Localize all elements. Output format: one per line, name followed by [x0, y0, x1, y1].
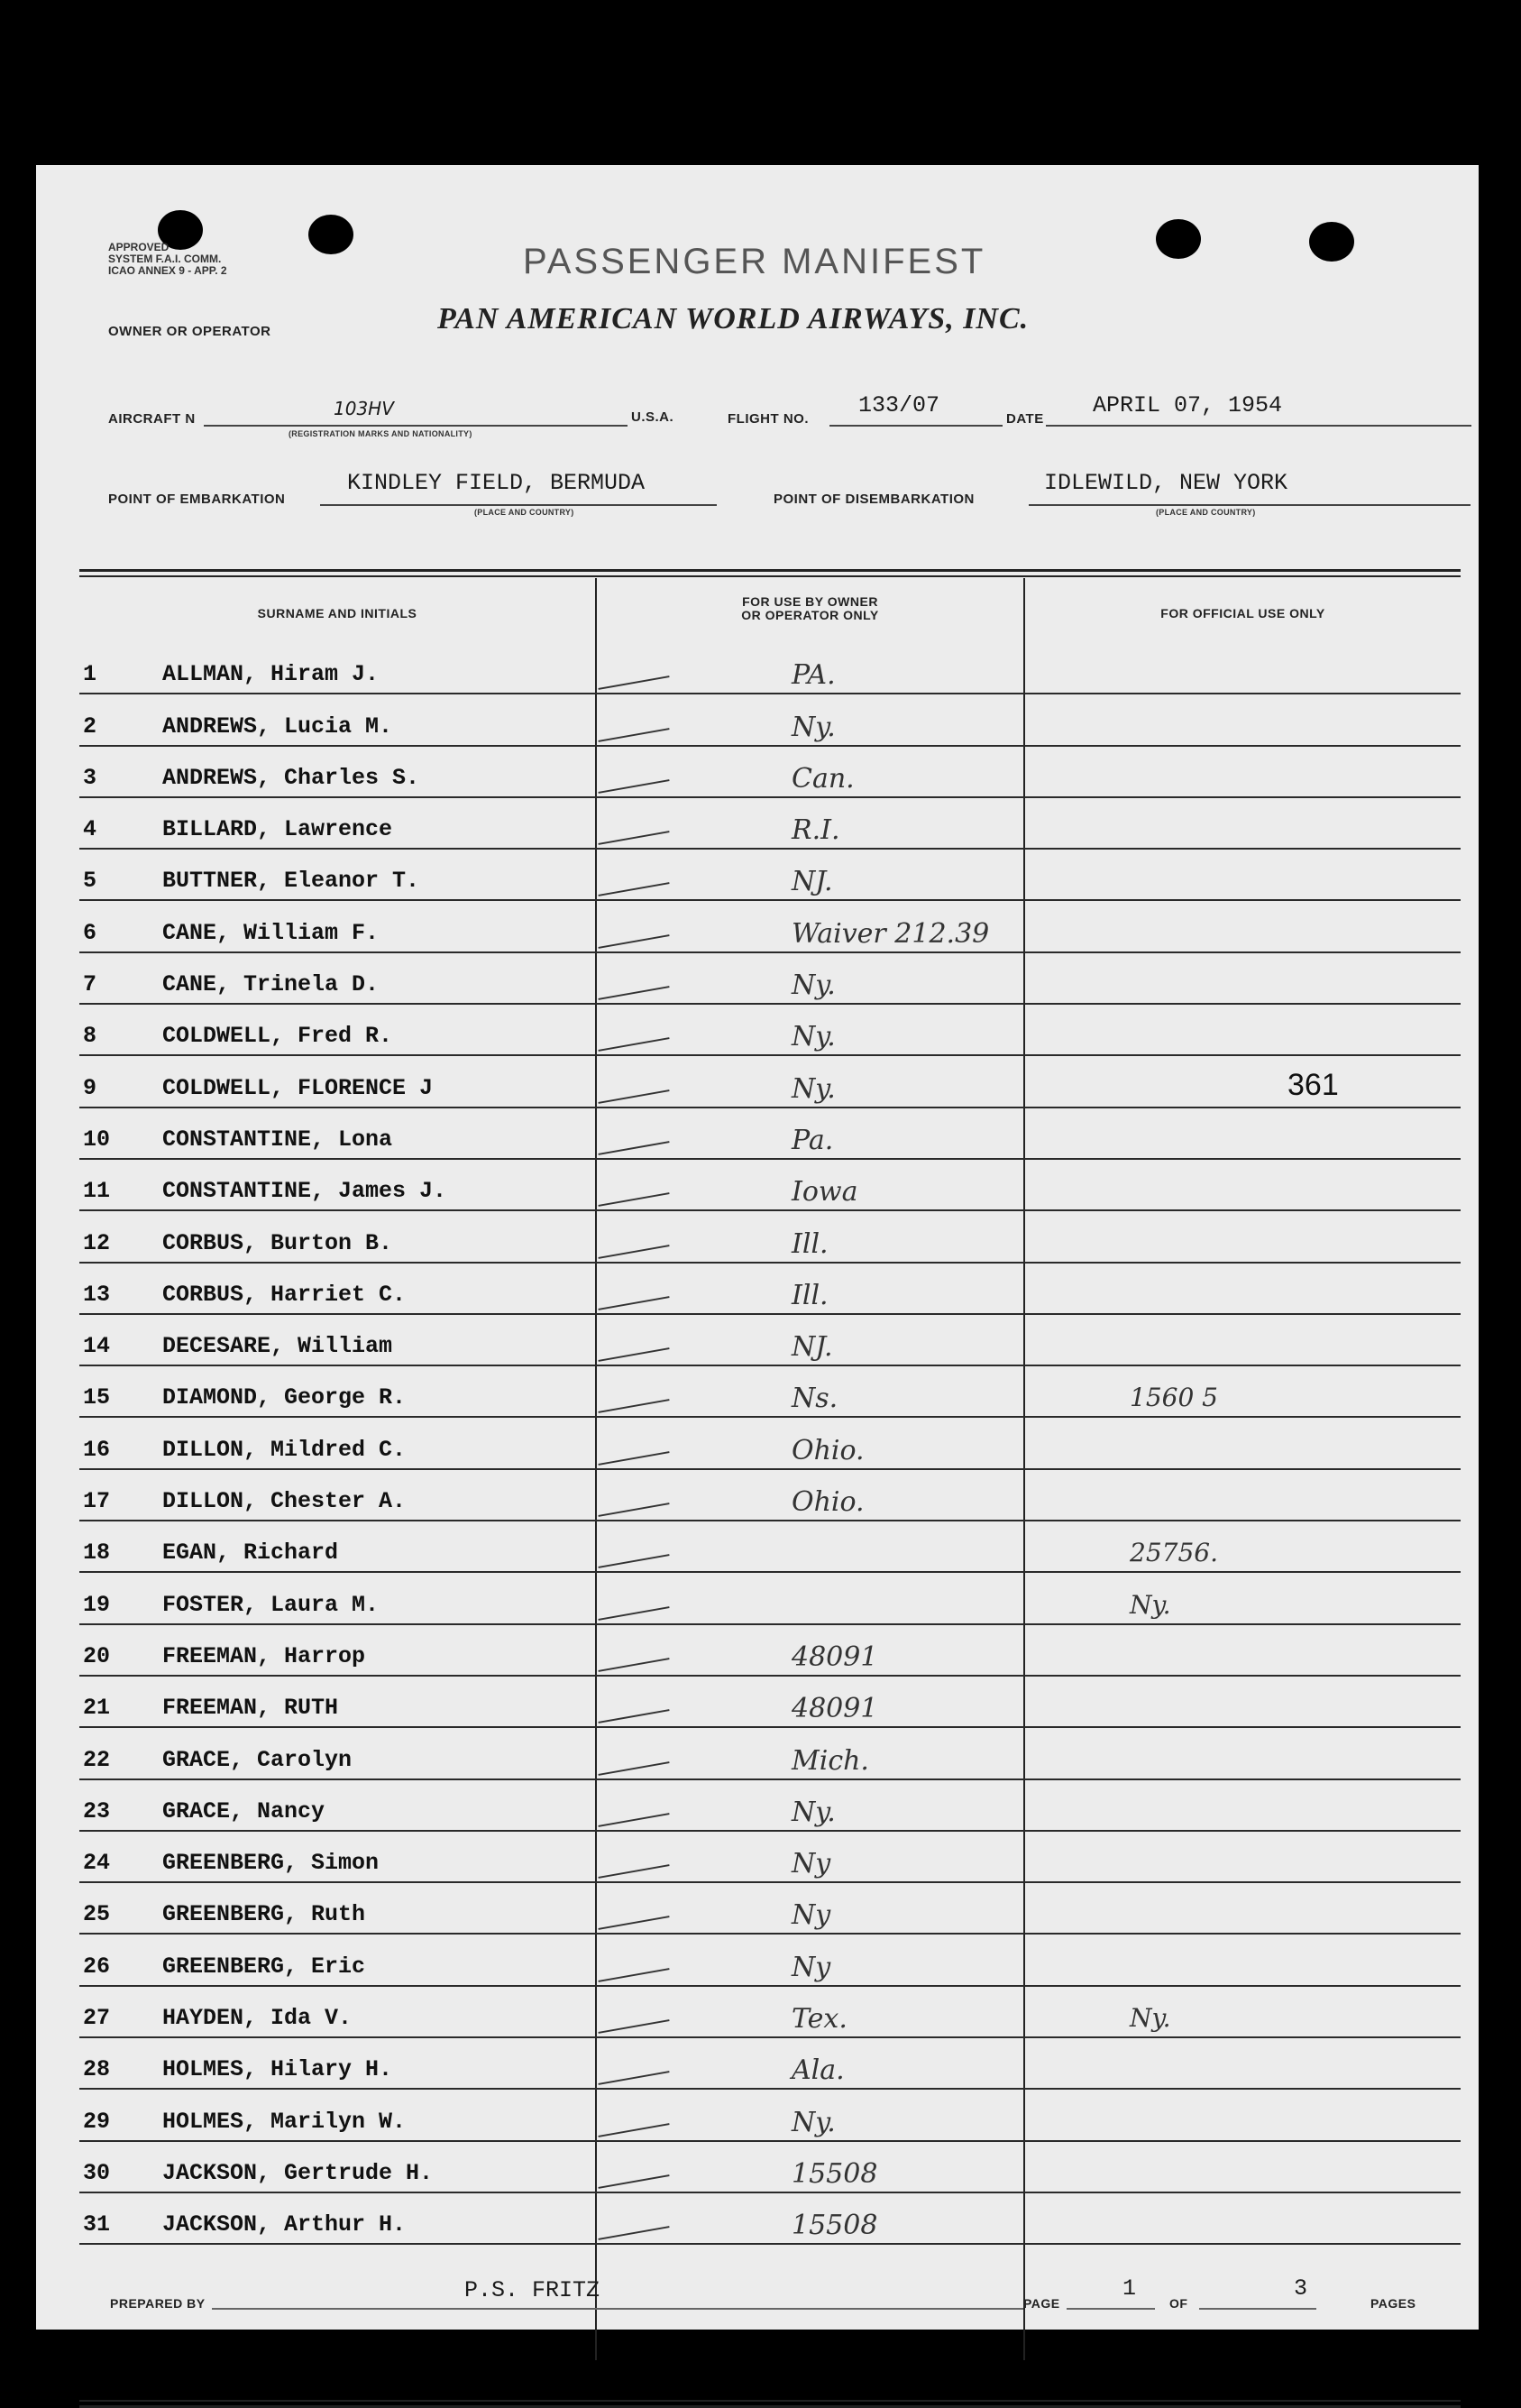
row-number: 4: [83, 816, 97, 843]
check-mark: [598, 1192, 669, 1207]
owner-notation: Ohio.: [792, 1434, 865, 1466]
passenger-name: FREEMAN, Harrop: [162, 1642, 366, 1669]
row-number: 9: [83, 1074, 97, 1101]
country-label: U.S.A.: [631, 409, 674, 425]
row-number: 6: [83, 919, 97, 946]
check-mark: [598, 2226, 669, 2240]
page-label: PAGE: [1023, 2296, 1060, 2311]
table-row: [79, 2038, 1461, 2090]
passenger-name: DECESARE, William: [162, 1333, 393, 1360]
aircraft-sublabel: (REGISTRATION MARKS AND NATIONALITY): [289, 429, 472, 438]
row-number: 23: [83, 1797, 111, 1824]
owner-notation: Ny.: [792, 1072, 836, 1105]
owner-notation: Tex.: [792, 2003, 848, 2036]
table-row: [79, 1521, 1461, 1573]
check-mark: [598, 1761, 669, 1776]
passenger-name: FOSTER, Laura M.: [162, 1591, 380, 1618]
table-row: [79, 1056, 1461, 1107]
passenger-name: ANDREWS, Charles S.: [162, 764, 420, 791]
passenger-name: FREEMAN, RUTH: [162, 1695, 339, 1722]
date-value: APRIL 07, 1954: [1093, 392, 1283, 418]
column-header-owner: FOR USE BY OWNER OR OPERATOR ONLY: [741, 594, 879, 622]
row-number: 30: [83, 2159, 111, 2186]
table-row: [79, 1677, 1461, 1728]
owner-notation: Ny.: [792, 970, 836, 1002]
check-mark: [598, 2174, 669, 2189]
table-row: [79, 2193, 1461, 2245]
passenger-name: HAYDEN, Ida V.: [162, 2005, 353, 2032]
disembark-value: IDLEWILD, NEW YORK: [1044, 470, 1288, 496]
check-mark: [598, 2019, 669, 2034]
owner-notation: Iowa: [792, 1176, 858, 1209]
owner-notation: Ns.: [792, 1383, 838, 1415]
passenger-name: HOLMES, Marilyn W.: [162, 2108, 407, 2135]
column-header-surname: SURNAME AND INITIALS: [257, 606, 417, 620]
table-row: [79, 1005, 1461, 1056]
owner-notation: Can.: [792, 762, 855, 795]
row-number: 27: [83, 2005, 111, 2032]
passenger-name: DIAMOND, George R.: [162, 1384, 407, 1411]
passenger-name: DILLON, Chester A.: [162, 1488, 407, 1515]
check-mark: [598, 1554, 669, 1568]
table-row: [79, 1419, 1461, 1470]
check-mark: [598, 779, 669, 794]
check-mark: [598, 2071, 669, 2085]
check-mark: [598, 676, 669, 690]
owner-notation: Ny.: [792, 711, 836, 743]
owner-notation: 15508: [792, 2210, 878, 2242]
passenger-name: DILLON, Mildred C.: [162, 1436, 407, 1463]
row-number: 20: [83, 1642, 111, 1669]
row-number: 21: [83, 1695, 111, 1722]
passenger-name: EGAN, Richard: [162, 1539, 339, 1567]
table-row: [79, 1211, 1461, 1263]
table-row: [79, 1728, 1461, 1779]
page-title: PASSENGER MANIFEST: [523, 242, 986, 281]
check-mark: [598, 1451, 669, 1466]
of-label: OF: [1169, 2296, 1188, 2311]
row-number: 18: [83, 1539, 111, 1567]
owner-notation: Ohio.: [792, 1486, 865, 1519]
owner-notation: Pa.: [792, 1124, 834, 1156]
passenger-name: JACKSON, Arthur H.: [162, 2211, 407, 2238]
row-number: 25: [83, 1901, 111, 1928]
row-number: 31: [83, 2211, 111, 2238]
owner-notation: PA.: [792, 659, 836, 692]
company-name: PAN AMERICAN WORLD AIRWAYS, INC.: [437, 302, 1030, 335]
punch-hole: [1309, 222, 1354, 262]
passenger-name: CONSTANTINE, James J.: [162, 1178, 447, 1205]
row-number: 7: [83, 971, 97, 998]
row-number: 22: [83, 1746, 111, 1773]
page-number: 1: [1122, 2275, 1137, 2302]
page-total: 3: [1294, 2275, 1308, 2302]
passenger-name: BUTTNER, Eleanor T.: [162, 868, 420, 895]
flight-label: FLIGHT NO.: [728, 411, 809, 427]
owner-notation: Ny: [792, 1848, 831, 1880]
owner-notation: NJ.: [792, 1331, 833, 1364]
table-row: [79, 1935, 1461, 1987]
official-notation: 361: [1287, 1067, 1339, 1102]
owner-label: OWNER OR OPERATOR: [108, 324, 271, 339]
check-mark: [598, 1245, 669, 1259]
row-number: 11: [83, 1178, 111, 1205]
row-number: 3: [83, 764, 97, 791]
row-number: 1: [83, 661, 97, 688]
passenger-name: ANDREWS, Lucia M.: [162, 712, 393, 740]
owner-notation: Ill.: [792, 1279, 829, 1311]
check-mark: [598, 1347, 669, 1362]
manifest-sheet: [36, 165, 1479, 2330]
row-number: 10: [83, 1126, 111, 1153]
check-mark: [598, 1968, 669, 1982]
row-number: 28: [83, 2056, 111, 2083]
check-mark: [598, 1089, 669, 1104]
table-row: [79, 1470, 1461, 1521]
row-number: 26: [83, 1953, 111, 1980]
row-number: 13: [83, 1281, 111, 1308]
row-number: 29: [83, 2108, 111, 2135]
disembark-label: POINT OF DISEMBARKATION: [774, 492, 975, 507]
row-number: 16: [83, 1436, 111, 1463]
check-mark: [598, 1658, 669, 1672]
owner-notation: Ny.: [792, 2106, 836, 2138]
table-row: [79, 2090, 1461, 2141]
table-row: [79, 1160, 1461, 1211]
owner-notation: Waiver 212.39: [792, 917, 990, 950]
passenger-name: ALLMAN, Hiram J.: [162, 661, 380, 688]
check-mark: [598, 728, 669, 742]
table-row: [79, 1264, 1461, 1315]
passenger-name: JACKSON, Gertrude H.: [162, 2159, 434, 2186]
passenger-name: CANE, Trinela D.: [162, 971, 380, 998]
owner-notation: Mich.: [792, 1744, 869, 1777]
check-mark: [598, 1037, 669, 1052]
check-mark: [598, 883, 669, 897]
table-row: [79, 2142, 1461, 2193]
passenger-name: COLDWELL, Fred R.: [162, 1023, 393, 1050]
row-number: 2: [83, 712, 97, 740]
row-number: 15: [83, 1384, 111, 1411]
table-row: [79, 1108, 1461, 1160]
owner-notation: R.I.: [792, 814, 840, 847]
passenger-name: CORBUS, Harriet C.: [162, 1281, 407, 1308]
check-mark: [598, 1400, 669, 1414]
table-row: [79, 643, 1461, 694]
passenger-name: CANE, William F.: [162, 919, 380, 946]
table-row: [79, 1832, 1461, 1883]
owner-notation: Ala.: [792, 2054, 845, 2087]
table-row: [79, 1625, 1461, 1677]
disembark-sublabel: (PLACE AND COUNTRY): [1156, 508, 1256, 517]
check-mark: [598, 2123, 669, 2137]
table-row: [79, 1315, 1461, 1366]
pages-label: PAGES: [1370, 2296, 1416, 2311]
official-notation: Ny.: [1130, 2003, 1171, 2034]
owner-notation: Ny: [792, 1899, 831, 1932]
approval-stamp: APPROVED SYSTEM F.A.I. COMM. ICAO ANNEX 9 - APP. 2: [108, 241, 227, 277]
punch-hole: [1156, 219, 1201, 259]
check-mark: [598, 1916, 669, 1931]
official-notation: 1560 5: [1130, 1383, 1218, 1413]
row-number: 12: [83, 1229, 111, 1256]
check-mark: [598, 831, 669, 845]
aircraft-value: 103HV: [334, 398, 394, 419]
passenger-name: CONSTANTINE, Lona: [162, 1126, 393, 1153]
table-row: [79, 1366, 1461, 1418]
prepared-by-label: PREPARED BY: [110, 2296, 206, 2311]
table-row: [79, 850, 1461, 901]
passenger-name: HOLMES, Hilary H.: [162, 2056, 393, 2083]
owner-notation: 48091: [792, 1693, 878, 1725]
table-row: [79, 953, 1461, 1005]
table-row: [79, 1883, 1461, 1935]
table-row: [79, 1780, 1461, 1832]
row-number: 19: [83, 1591, 111, 1618]
owner-notation: Ny.: [792, 1796, 836, 1828]
check-mark: [598, 1296, 669, 1310]
passenger-name: GRACE, Nancy: [162, 1797, 325, 1824]
owner-notation: Ny.: [792, 1021, 836, 1053]
table-row: [79, 694, 1461, 746]
punch-hole: [308, 215, 353, 254]
passenger-name: GREENBERG, Eric: [162, 1953, 366, 1980]
embark-label: POINT OF EMBARKATION: [108, 492, 286, 507]
check-mark: [598, 986, 669, 1000]
row-number: 17: [83, 1488, 111, 1515]
passenger-name: BILLARD, Lawrence: [162, 816, 393, 843]
passenger-name: GREENBERG, Simon: [162, 1850, 380, 1877]
table-row: [79, 1987, 1461, 2038]
check-mark: [598, 1709, 669, 1723]
aircraft-label: AIRCRAFT N: [108, 411, 196, 427]
owner-notation: Ill.: [792, 1227, 829, 1260]
check-mark: [598, 1813, 669, 1827]
embark-sublabel: (PLACE AND COUNTRY): [474, 508, 574, 517]
passenger-name: GREENBERG, Ruth: [162, 1901, 366, 1928]
owner-notation: NJ.: [792, 866, 833, 898]
flight-value: 133/07: [858, 392, 940, 418]
prepared-by-value: P.S. FRITZ: [464, 2277, 600, 2303]
passenger-name: CORBUS, Burton B.: [162, 1229, 393, 1256]
check-mark: [598, 934, 669, 949]
check-mark: [598, 1606, 669, 1621]
official-notation: 25756.: [1130, 1538, 1218, 1568]
table-row: [79, 1573, 1461, 1624]
row-number: 14: [83, 1333, 111, 1360]
owner-notation: 15508: [792, 2157, 878, 2190]
table-row: [79, 902, 1461, 953]
check-mark: [598, 1503, 669, 1517]
check-mark: [598, 1864, 669, 1879]
column-header-official: FOR OFFICIAL USE ONLY: [1160, 606, 1325, 620]
embark-value: KINDLEY FIELD, BERMUDA: [347, 470, 646, 496]
owner-notation: Ny: [792, 1951, 831, 1983]
passenger-name: GRACE, Carolyn: [162, 1746, 353, 1773]
row-number: 5: [83, 868, 97, 895]
passenger-name: COLDWELL, FLORENCE J: [162, 1074, 434, 1101]
date-label: DATE: [1006, 411, 1044, 427]
table-row: [79, 747, 1461, 798]
owner-notation: 48091: [792, 1641, 878, 1673]
check-mark: [598, 1141, 669, 1155]
row-number: 24: [83, 1850, 111, 1877]
table-row: [79, 798, 1461, 850]
official-notation: Ny.: [1130, 1589, 1171, 1620]
row-number: 8: [83, 1023, 97, 1050]
row-rule: [79, 2243, 1461, 2245]
